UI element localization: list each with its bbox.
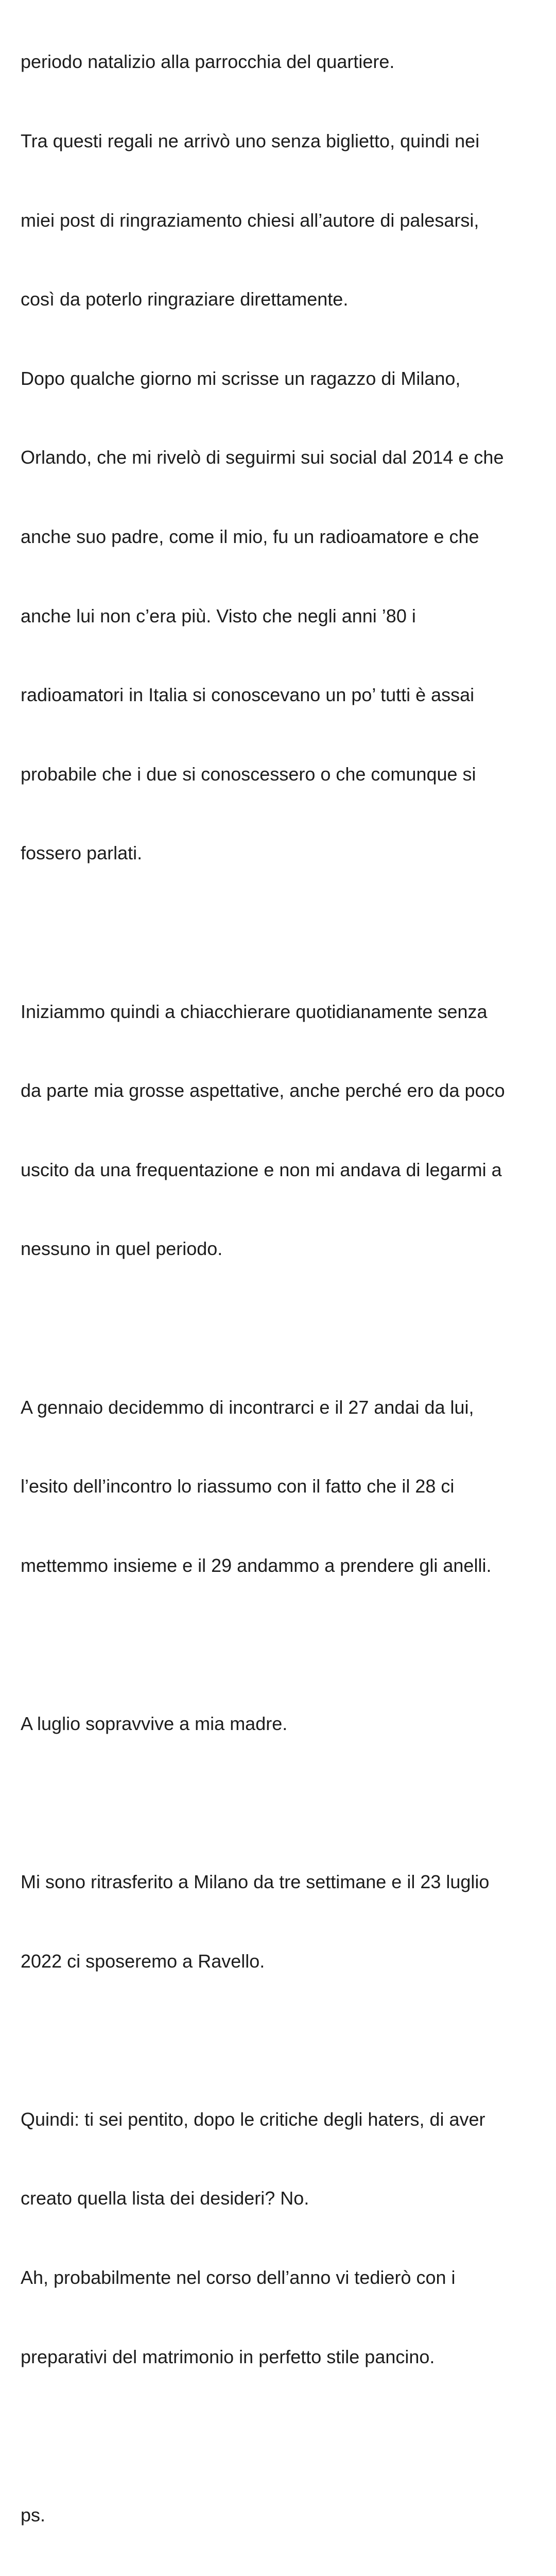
post-line: Mi sono ritrasferito a Milano da tre settimane e il 23 luglio bbox=[21, 1871, 490, 1893]
post-line: A gennaio decidemmo di incontrarci e il 27 andai da lui, bbox=[21, 1396, 474, 1418]
post-body-text bbox=[21, 0, 551, 2576]
paragraph-gap bbox=[21, 1631, 551, 1657]
post-line: Quindi: ti sei pentito, dopo le critiche degli haters, di aver bbox=[21, 2108, 485, 2130]
post-line: Iniziammo quindi a chiacchierare quotidianamente senza bbox=[21, 1001, 488, 1022]
post-line: A luglio sopravvive a mia madre. bbox=[21, 1713, 288, 1734]
post-line: periodo natalizio alla parrocchia del quartiere. bbox=[21, 51, 395, 73]
post-line: Tra questi regali ne arrivò uno senza biglietto, quindi nei bbox=[21, 130, 480, 151]
paragraph-gap bbox=[21, 2422, 551, 2449]
post-line: fossero parlati. bbox=[21, 842, 143, 864]
post-line: miei post di ringraziamento chiesi all’autore di palesarsi, bbox=[21, 209, 479, 231]
paragraph-gap bbox=[21, 2027, 551, 2053]
post-line: probabile che i due si conoscessero o che comunque si bbox=[21, 763, 476, 785]
paragraph-gap bbox=[21, 919, 551, 945]
post-line: radioamatori in Italia si conoscevano un po’ tutti è assai bbox=[21, 684, 475, 706]
paragraph-gap bbox=[21, 1789, 551, 1816]
post-line: preparativi del matrimonio in perfetto stile pancino. bbox=[21, 2346, 435, 2367]
post-line: uscito da una frequentazione e non mi andava di legarmi a bbox=[21, 1159, 502, 1180]
post-line: anche lui non c’era più. Visto che negli anni ’80 i bbox=[21, 605, 416, 626]
post-line: creato quella lista dei desideri? No. bbox=[21, 2188, 309, 2209]
post-line: l’esito dell’incontro lo riassumo con il fatto che il 28 ci bbox=[21, 1476, 455, 1497]
post-line: 2022 ci sposeremo a Ravello. bbox=[21, 1950, 265, 1972]
post-line: da parte mia grosse aspettative, anche perché ero da poco bbox=[21, 1080, 505, 1101]
post-line: mettemmo insieme e il 29 andammo a prendere gli anelli. bbox=[21, 1554, 492, 1576]
post-line: Dopo qualche giorno mi scrisse un ragazzo di Milano, bbox=[21, 367, 461, 389]
post-line: Orlando, che mi rivelò di seguirmi sui social dal 2014 e che bbox=[21, 447, 504, 468]
post-line: anche suo padre, come il mio, fu un radioamatore e che bbox=[21, 526, 479, 547]
paragraph-gap bbox=[21, 1315, 551, 1341]
post-line: nessuno in quel periodo. bbox=[21, 1238, 223, 1260]
post-line: così da poterlo ringraziare direttamente. bbox=[21, 289, 349, 310]
post-line: Ah, probabilmente nel corso dell’anno vi tedierò con i bbox=[21, 2267, 456, 2289]
post-line: ps. bbox=[21, 2504, 46, 2526]
